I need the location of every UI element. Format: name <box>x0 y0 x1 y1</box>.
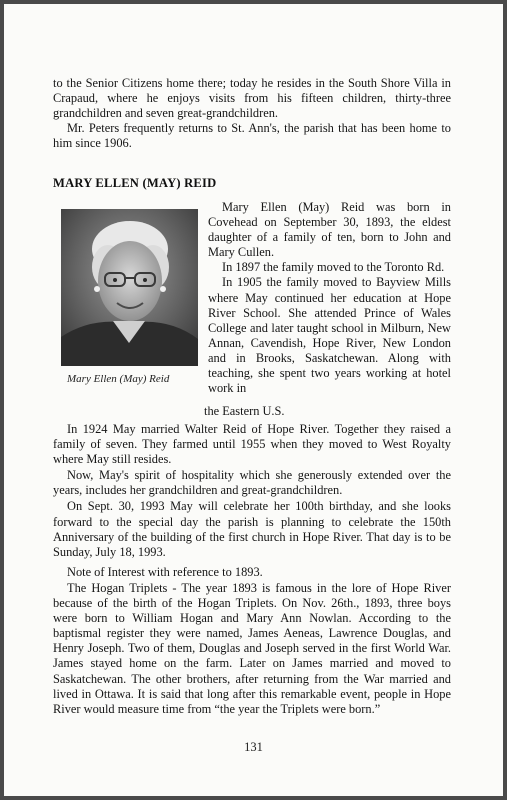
body-paragraph-2: Now, May's spirit of hospitality which she generously extended over the years, includes her grandchildren and great-grandchildren. <box>53 468 451 498</box>
body-paragraph-3: On Sept. 30, 1993 May will celebrate her 100th birthday, and she looks forward to the special day the parish is planning to celebrate the 150th Anniversary of the building of the first church in Hope River. That day is to be Sunday, July 18, 1993. <box>53 499 451 559</box>
right-column-text <box>208 200 451 396</box>
body-paragraph-1: In 1924 May married Walter Reid of Hope River. Together they raised a family of seven. They farmed until 1955 when they moved to West Royalty where May still resides. <box>53 422 451 467</box>
portrait-photo <box>61 209 198 366</box>
page-number: 131 <box>244 740 263 754</box>
photo-caption: Mary Ellen (May) Reid <box>67 373 170 385</box>
body-paragraph-5: The Hogan Triplets - The year 1893 is famous in the lore of Hope River because of the birth of the Hogan Triplets. On Nov. 26th., 1893, three boys were born to William Hogan and Mary Ann Nowlan. According to the baptismal register they were named, James Aeneas, Lawrence Douglas, and Henry Joseph. Two of them, Douglas and Joseph served in the first World War. James stayed home on the farm. Later on James married and moved to Saskatchewan. The other brothers, after returning from the War married and lived in Ottawa. It is said that long after this remarkable event, people in Hope River would measure time from “the year the Triplets were born.” <box>53 580 451 716</box>
column-paragraph-3: In 1905 the family moved to Bayview Mills where May continued her education at Hope River School. She attended Prince of Wales College and later taught school in Milburn, New Annan, Cavendish, Hope River, New London and in Brooks, Saskatchewan. Along with teaching, she spent two years working at hotel work in <box>208 275 451 396</box>
column-paragraph-1: Mary Ellen (May) Reid was born in Covehead on September 30, 1893, the eldest daughter of a family of ten, born to John and Mary Cullen. <box>208 200 451 260</box>
body-paragraph-4: Note of Interest with reference to 1893. <box>67 564 263 579</box>
column-paragraph-2: In 1897 the family moved to the Toronto Rd. <box>222 260 445 275</box>
section-heading: MARY ELLEN (MAY) REID <box>53 176 217 190</box>
document-page <box>4 4 503 796</box>
column-paragraph-tail: the Eastern U.S. <box>204 404 285 418</box>
intro-paragraph-2: Mr. Peters frequently returns to St. Ann's, the parish that has been home to him since 1906. <box>53 121 451 151</box>
section-body <box>53 404 451 717</box>
intro-paragraph-1: to the Senior Citizens home there; today he resides in the South Shore Villa in Crapaud, where he enjoys visits from his fifteen children, thirty-three grandchildren and seven great-grandchildren. <box>53 76 451 121</box>
intro-text <box>53 76 451 151</box>
